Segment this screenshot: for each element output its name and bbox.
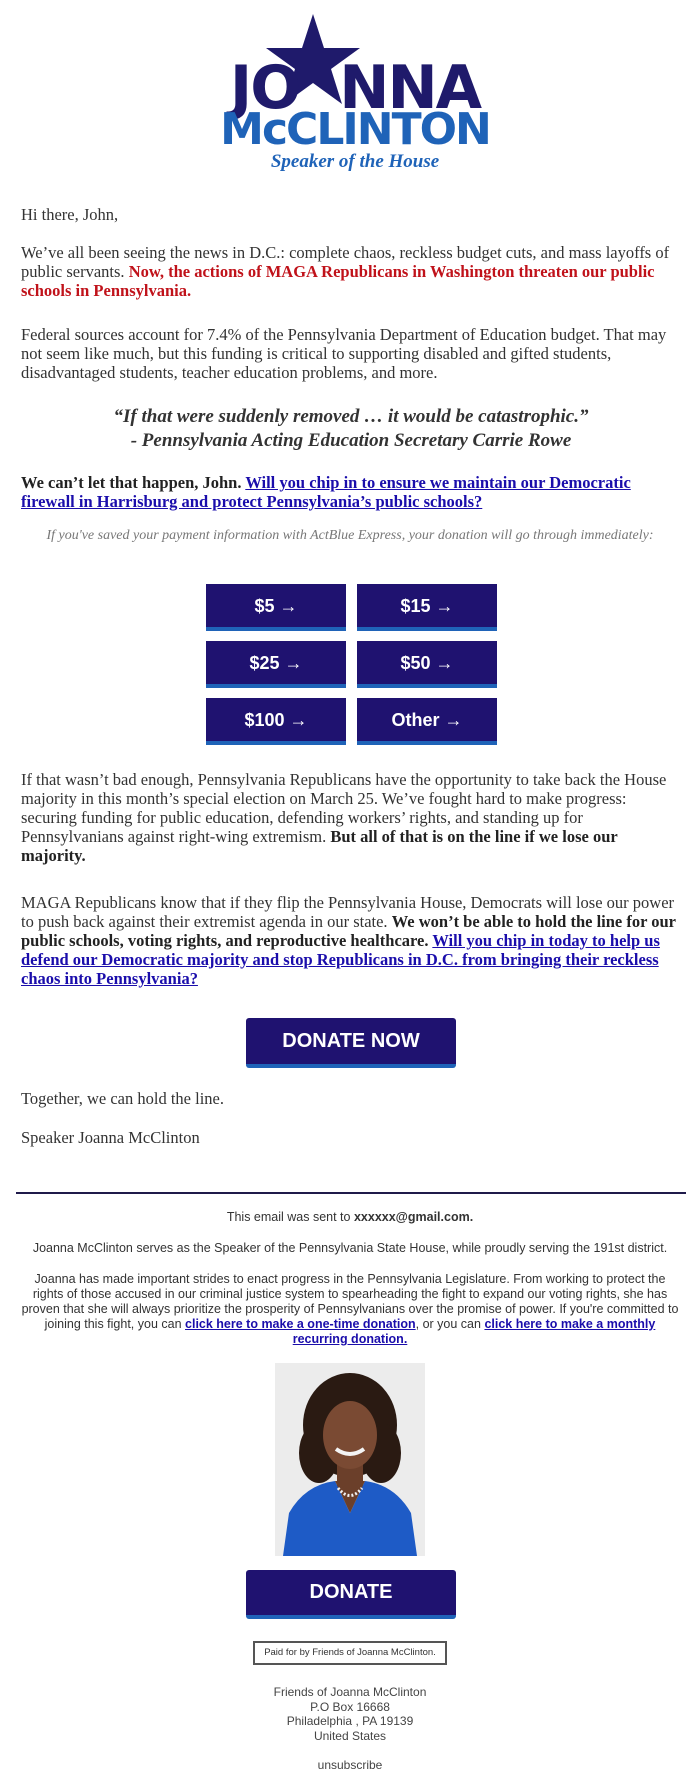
donate-button[interactable]: DONATE <box>246 1570 456 1619</box>
signature: Speaker Joanna McClinton <box>21 1128 200 1147</box>
or-text: , or you can <box>415 1317 485 1331</box>
logo-last-name: McCLINTON <box>220 104 490 155</box>
quote-attribution: - Pennsylvania Acting Education Secretary Carrie Rowe <box>130 430 572 451</box>
address-line: Friends of Joanna McClinton <box>273 1685 427 1699</box>
unsubscribe-link[interactable]: unsubscribe <box>317 1758 383 1772</box>
intro-text: We’ve all been seeing the news in D.C.: complete chaos, reckless budget cuts, and mass layoffs of public servants. <box>21 243 670 281</box>
donate-5-button[interactable]: $5 → <box>206 584 346 631</box>
about-paragraph <box>18 1272 682 1347</box>
donate-now-button[interactable]: DONATE NOW <box>246 1018 456 1068</box>
address-line: Philadelphia , PA 19139 <box>286 1714 414 1728</box>
donate-50-button[interactable]: $50 → <box>357 641 497 688</box>
stakes-bold: We won’t be able to hold the line for our public schools, voting rights, and reproductive healthcare. <box>21 912 676 950</box>
donate-other-button[interactable]: Other → <box>357 698 497 745</box>
election-bold: But all of that is on the line if we lose our majority. <box>21 827 618 865</box>
mailing-address <box>200 1685 500 1743</box>
ask-link[interactable]: Will you chip in to ensure we maintain our Democratic firewall in Harrisburg and protect Pennsylvania’s public schools? <box>21 473 631 511</box>
monthly-donation-link[interactable]: click here to make a monthly recurring donation. <box>292 1317 656 1346</box>
logo-first-name: JO NNA <box>229 53 481 123</box>
candidate-photo <box>275 1363 425 1556</box>
donate-15-button[interactable]: $15 → <box>357 584 497 631</box>
election-text: If that wasn’t bad enough, Pennsylvania Republicans have the opportunity to take back the House majority in this month’s special election on March 25. We’ve fought hard to make progress: securing funding for public education, defending workers’ rights, and standing up for Pennsylvanians against right-wing extremism. <box>21 770 667 846</box>
recipient-email: xxxxxx@gmail.com. <box>353 1210 474 1224</box>
campaign-logo <box>210 8 500 174</box>
stakes-text: MAGA Republicans know that if they flip the Pennsylvania House, Democrats will lose our power to push back against their extremist agenda in our state. <box>21 893 675 931</box>
sent-to-line <box>18 1210 682 1225</box>
paragraph-stakes <box>21 893 681 988</box>
address-line: P.O Box 16668 <box>310 1699 390 1714</box>
serves-statement: Joanna McClinton serves as the Speaker of the Pennsylvania State House, while proudly serving the 191st district. <box>32 1241 668 1255</box>
about-text: Joanna has made important strides to enact progress in the Pennsylvania Legislature. From working to protect the rights of those accused in our criminal justice system to spearheading the fight to expand our voting rights, she has proven that she will always prioritize the prosperity of Pennsylvanians over the promise of power. If you're committed to joining this fight, you can <box>21 1272 679 1331</box>
address-line: United States <box>313 1728 387 1743</box>
paid-for-disclaimer: Paid for by Friends of Joanna McClinton. <box>253 1641 447 1665</box>
closing: Together, we can hold the line. <box>21 1089 224 1108</box>
paragraph-funding: Federal sources account for 7.4% of the Pennsylvania Department of Education budget. That may not seem like much, but this funding is critical to supporting disabled and gifted students, disadvantaged students, teacher education problems, and more. <box>21 325 667 382</box>
one-time-donation-link[interactable]: click here to make a one-time donation <box>185 1317 416 1331</box>
paragraph-intro <box>21 243 681 300</box>
donate-25-button[interactable]: $25 → <box>206 641 346 688</box>
paragraph-ask <box>21 473 681 511</box>
intro-highlight: Now, the actions of MAGA Republicans in Washington threaten our public schools in Pennsylvania. <box>21 262 655 300</box>
actblue-express-note: If you've saved your payment information with ActBlue Express, your donation will go through immediately: <box>46 528 654 543</box>
paragraph-election <box>21 770 681 865</box>
ask-bold: We can’t let that happen, John. <box>21 473 246 492</box>
divider <box>16 1192 686 1194</box>
logo-subtitle: Speaker of the House <box>270 151 440 172</box>
stakes-link[interactable]: Will you chip in today to help us defend our Democratic majority and stop Republicans in D.C. from bringing their reckless chaos into Pennsylvania? <box>21 931 660 988</box>
donate-100-button[interactable]: $100 → <box>206 698 346 745</box>
quote-text: “If that were suddenly removed … it would be catastrophic.” <box>113 406 589 427</box>
quote <box>21 405 681 453</box>
greeting: Hi there, John, <box>21 205 119 224</box>
sent-to-label: This email was sent to <box>226 1210 354 1224</box>
